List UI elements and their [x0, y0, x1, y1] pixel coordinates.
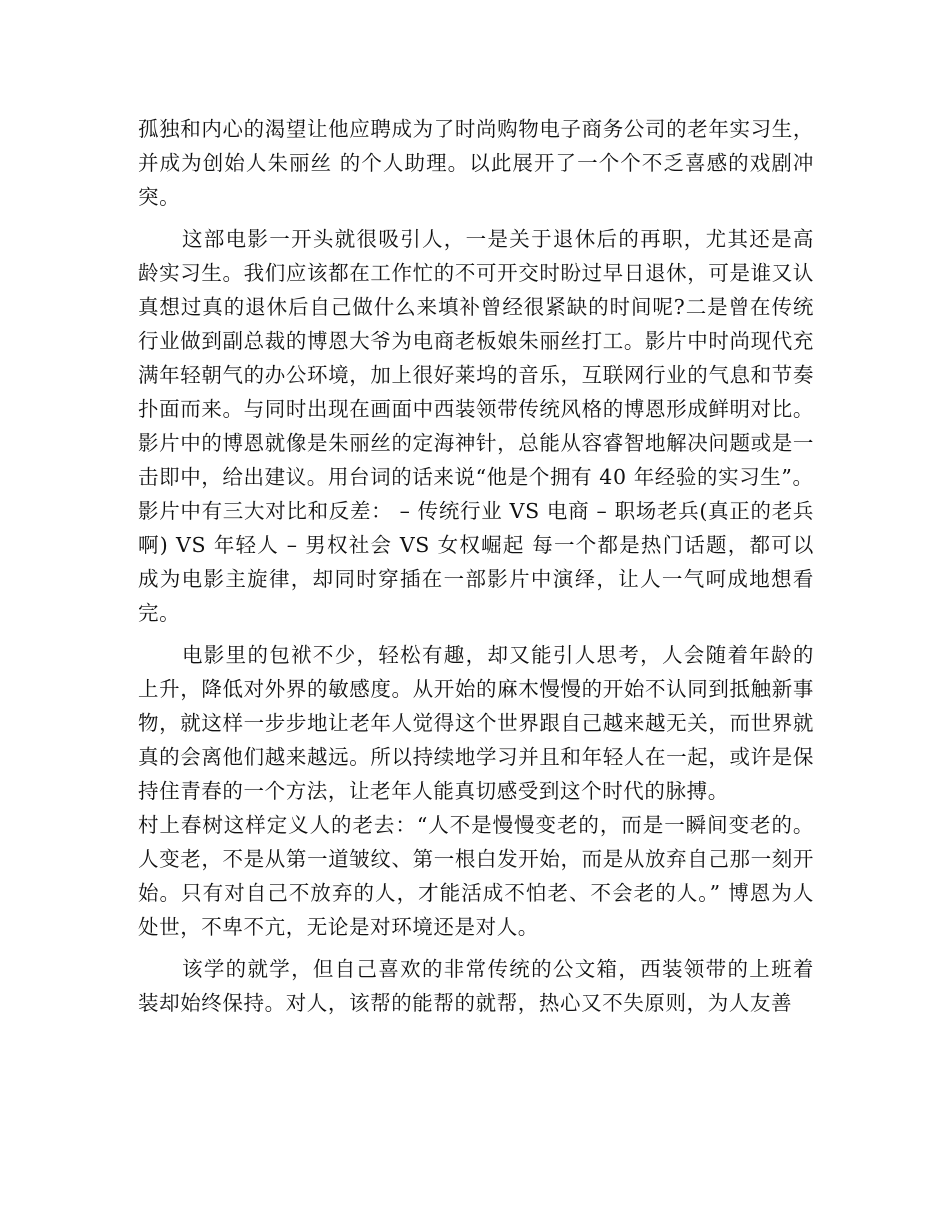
paragraph-5: 村上春树这样定义人的老去：“人不是慢慢变老的，而是一瞬间变老的。人变老，不是从第一道皱纹、第一根白发开始，而是从放弃自己那一刻开始。只有对自己不放弃的人，才能活成不怕老、不会老的人。” 博恩为人处世，不卑不亢，无论是对环境还是对人。	[138, 813, 814, 939]
paragraph-4: 电影里的包袱不少，轻松有趣，却又能引人思考，人会随着年龄的上升，降低对外界的敏感度。从开始的麻木慢慢的开始不认同到抵触新事物，就这样一步步地让老年人觉得这个世界跟自己越来越无关，而世界就真的会离他们越来越远。所以持续地学习并且和年轻人在一起，或许是保持住青春的一个方法，让老年人能真切感受到这个时代的脉搏。	[138, 643, 814, 803]
paragraph-6: 该学的就学，但自己喜欢的非常传统的公文箱，西装领带的上班着装却始终保持。对人，该帮的能帮的就帮，热心又不失原则，为人友善	[138, 957, 814, 1015]
paragraph-3: 影片中有三大对比和反差： – 传统行业 VS 电商 – 职场老兵(真正的老兵啊) VS 年轻人 – 男权社会 VS 女权崛起 每一个都是热门话题，都可以成为电影主旋律，却同时穿插在一部影片中演绎，让人一气呵成地想看完。	[138, 499, 814, 625]
paragraph-1: 孤独和内心的渴望让他应聘成为了时尚购物电子商务公司的老年实习生，并成为创始人朱丽丝 的个人助理。以此展开了一个个不乏喜感的戏剧冲突。	[138, 117, 814, 209]
document-body	[138, 112, 814, 1020]
paragraph-2: 这部电影一开头就很吸引人，一是关于退休后的再职，尤其还是高龄实习生。我们应该都在工作忙的不可开交时盼过早日退休，可是谁又认真想过真的退休后自己做什么来填补曾经很紧缺的时间呢?二是曾在传统行业做到副总裁的博恩大爷为电商老板娘朱丽丝打工。影片中时尚现代充满年轻朝气的办公环境，加上很好莱坞的音乐，互联网行业的气息和节奏扑面而来。与同时出现在画面中西装领带传统风格的博恩形成鲜明对比。影片中的博恩就像是朱丽丝的定海神针，总能从容睿智地解决问题或是一击即中，给出建议。用台词的话来说“他是个拥有 40 年经验的实习生”。	[138, 227, 814, 489]
